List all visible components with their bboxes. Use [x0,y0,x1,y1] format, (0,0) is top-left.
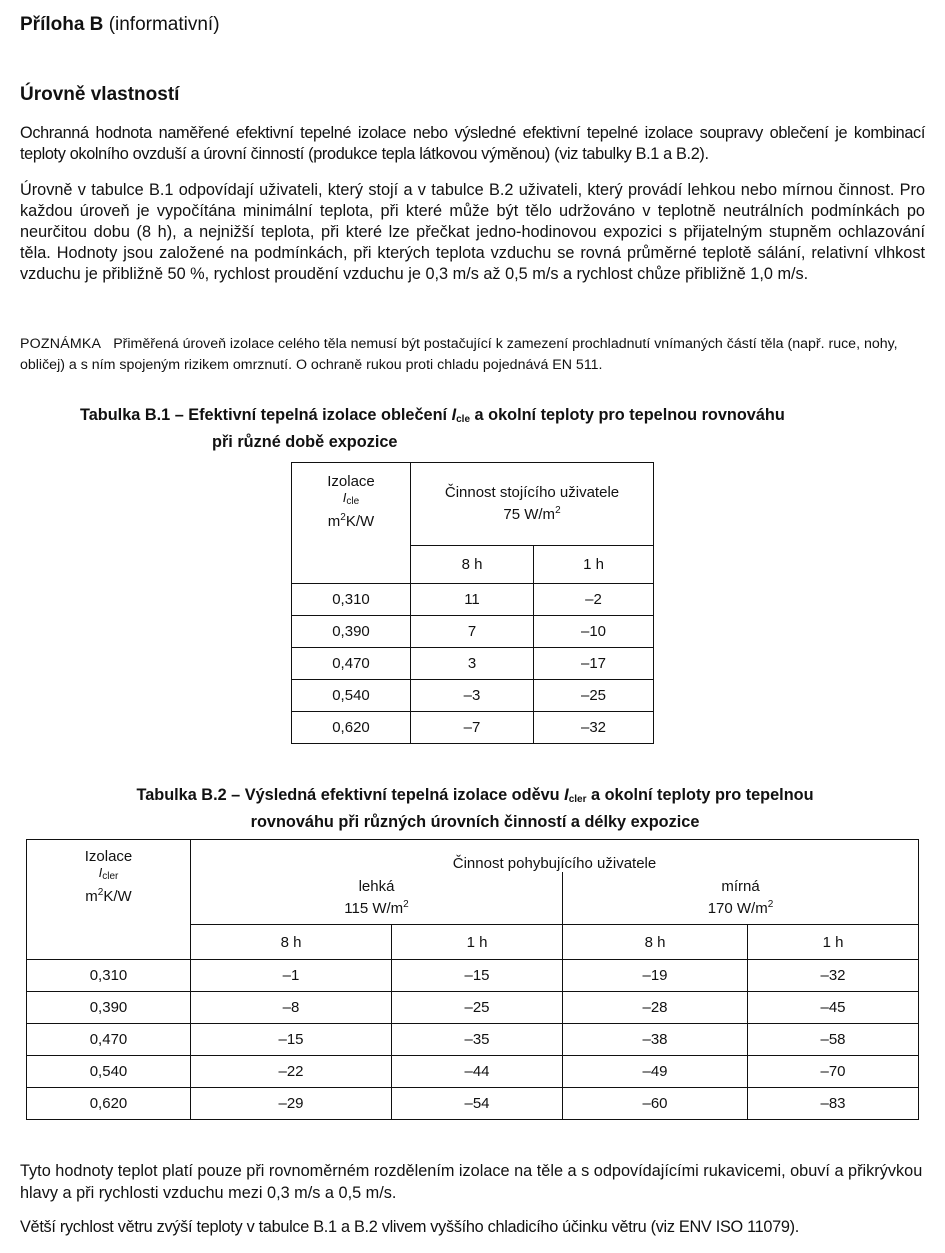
table2-col-unit-rest: K/W [103,888,132,905]
annex-label: Příloha B [20,14,104,35]
table2-cell: 0,540 [27,1056,191,1088]
table-row [27,992,919,1024]
table1 [291,462,654,744]
table1-cell: 0,310 [292,584,411,616]
table2-cell: –22 [191,1056,392,1088]
table1-cell: 11 [411,584,534,616]
table-row [292,616,654,648]
table2-subcol-moderate-1h: 1 h [748,925,919,960]
table2-subcol-light-1h: 1 h [392,925,563,960]
table1-subcol-1h: 1 h [534,545,654,584]
table2-group-header: Činnost pohybujícího uživatele [191,840,919,873]
paragraph-1: Ochranná hodnota naměřené efektivní tepelné izolace nebo výsledné efektivní tepelné izolace soupravy oblečení je kombinací teploty okolního ovzduší a úrovní činností (produkce tepla látkovou výměnou) (viz tabulky B.1 a B.2). [20,124,925,163]
table-row [27,960,919,992]
table2-cell: 0,390 [27,992,191,1024]
table1-caption-subscript: cle [456,414,471,425]
table2-cell: 0,620 [27,1088,191,1120]
annex-note: (informativní) [108,14,220,35]
table2-cell: –29 [191,1088,392,1120]
table2-cell: –32 [748,960,919,992]
table2-caption-subscript: cler [568,794,587,805]
note-label: POZNÁMKA [20,336,102,352]
table1-cell: –17 [534,648,654,680]
table1-col-unit-rest: K/W [345,513,375,530]
table2-cell: –70 [748,1056,919,1088]
table2-cell: –19 [563,960,748,992]
table2-subcol-moderate-8h: 8 h [563,925,748,960]
table1-cell: –2 [534,584,654,616]
table-row [27,1024,919,1056]
table-row [292,584,654,616]
table2-cell: –15 [191,1024,392,1056]
table1-caption [80,404,900,453]
table1-group-header [411,463,654,546]
table1-cell: 0,390 [292,616,411,648]
table-row [292,648,654,680]
table1-cell: 0,540 [292,680,411,712]
table1-cell: –7 [411,712,534,744]
table2-cell: –54 [392,1088,563,1120]
table2-moderate-header [563,872,919,925]
table2-cell: –15 [392,960,563,992]
table2-subcol-light-8h: 8 h [191,925,392,960]
table2-cell: –44 [392,1056,563,1088]
table2-cell: –49 [563,1056,748,1088]
table2 [26,839,919,1120]
table2-col-symbol: I [98,865,103,880]
table2-col-subscript: cler [102,871,119,882]
table1-col-head: Izolace [327,473,375,490]
table2-col-insulation-header [27,840,191,960]
table2-cell: –83 [748,1088,919,1120]
table2-cell: –45 [748,992,919,1024]
table2-cell: –58 [748,1024,919,1056]
table2-cell: 0,310 [27,960,191,992]
note [20,334,925,376]
closing-paragraph-2: Větší rychlost větru zvýší teploty v tabulce B.1 a B.2 vlivem vyššího chladicího účinku větru (viz ENV ISO 11079). [20,1218,799,1236]
table2-cell: –25 [392,992,563,1024]
table1-subcol-8h: 8 h [411,545,534,584]
table2-moderate-sup: 2 [767,899,774,910]
table1-group-sup: 2 [555,504,561,516]
table2-caption [40,784,910,833]
table2-cell: 0,470 [27,1024,191,1056]
table2-cell: –1 [191,960,392,992]
table1-group-value: 75 W/m [503,505,556,523]
table1-col-symbol: I [342,490,347,505]
table2-caption-c: rovnováhu při různých úrovních činností a délky expozice [250,813,700,831]
annex-title [20,14,220,36]
table1-cell: –25 [534,680,654,712]
table1-caption-b: a okolní teploty pro tepelnou rovnováhu [470,406,785,424]
section-heading: Úrovně vlastností [20,84,180,105]
table2-light-label: lehká [358,878,395,895]
table2-light-sup: 2 [403,899,409,910]
table1-cell: –10 [534,616,654,648]
table-row [292,680,654,712]
table2-cell: –35 [392,1024,563,1056]
table2-col-head: Izolace [84,848,133,865]
table1-cell: –3 [411,680,534,712]
table2-cell: –60 [563,1088,748,1120]
table1-col-subscript: cle [346,496,360,507]
table2-cell: –38 [563,1024,748,1056]
table1-col-unit-sup: 2 [340,512,346,523]
table2-col-unit: m [85,888,98,905]
table1-col-unit: m [327,513,341,530]
table2-cell: –28 [563,992,748,1024]
note-text: Přiměřená úroveň izolace celého těla nemusí být postačující k zamezení prochladnutí vnímaných částí těla (např. ruce, nohy, obličej) a s ním spojeným rizikem omrznutí. O ochraně rukou proti chladu pojednává EN 511. [20,336,898,373]
table1-group-head: Činnost stojícího uživatele [444,483,620,501]
table1-caption-symbol: I [451,406,457,424]
table1-caption-a: Tabulka B.1 – Efektivní tepelná izolace oblečení [80,406,452,424]
table-row [27,1056,919,1088]
table1-cell: 0,470 [292,648,411,680]
table2-cell: –8 [191,992,392,1024]
table1-cell: 7 [411,616,534,648]
table2-caption-a: Tabulka B.2 – Výsledná efektivní tepelná izolace oděvu [136,786,565,804]
table1-cell: 3 [411,648,534,680]
table-row [27,1088,919,1120]
table1-cell: 0,620 [292,712,411,744]
table2-caption-symbol: I [564,786,569,804]
closing-paragraph-1: Tyto hodnoty teplot platí pouze při rovnoměrném rozdělením izolace na těle a s odpovídajícími rukavicemi, obuví a přikrývkou hlavy a při rychlosti vzduchu mezi 0,3 m/s a 0,5 m/s. [20,1162,923,1202]
table1-caption-c: při různé době expozice [212,433,398,451]
table2-moderate-label: mírná [721,878,760,895]
table2-light-header [191,872,563,925]
table1-col-insulation-header [292,463,411,584]
table2-moderate-value: 170 W/m [707,900,768,917]
paragraph-2: Úrovně v tabulce B.1 odpovídají uživateli, který stojí a v tabulce B.2 uživateli, který provádí lehkou nebo mírnou činnost. Pro každou úroveň je vypočítána minimální teplota, při které může být tělo udržováno v teplotně neutrálních podmínkách po neurčitou dobu (8 h), a nejnižší teplota, při které lze přečkat jedno-hodinovou expozici s přijatelným stupněm ochlazování těla. Hodnoty jsou založené na podmínkách, při kterých teplota vzduchu se rovná průměrné teplotě sálání, relativní vlhkost vzduchu je přibližně 50 %, rychlost proudění vzduchu je 0,3 m/s až 0,5 m/s a rychlost chůze přibližně 1,0 m/s. [20,181,925,283]
table2-caption-b: a okolní teploty pro tepelnou [586,786,814,804]
table2-col-unit-sup: 2 [97,887,104,898]
table2-light-value: 115 W/m [344,900,404,917]
table-row [292,712,654,744]
table1-cell: –32 [534,712,654,744]
